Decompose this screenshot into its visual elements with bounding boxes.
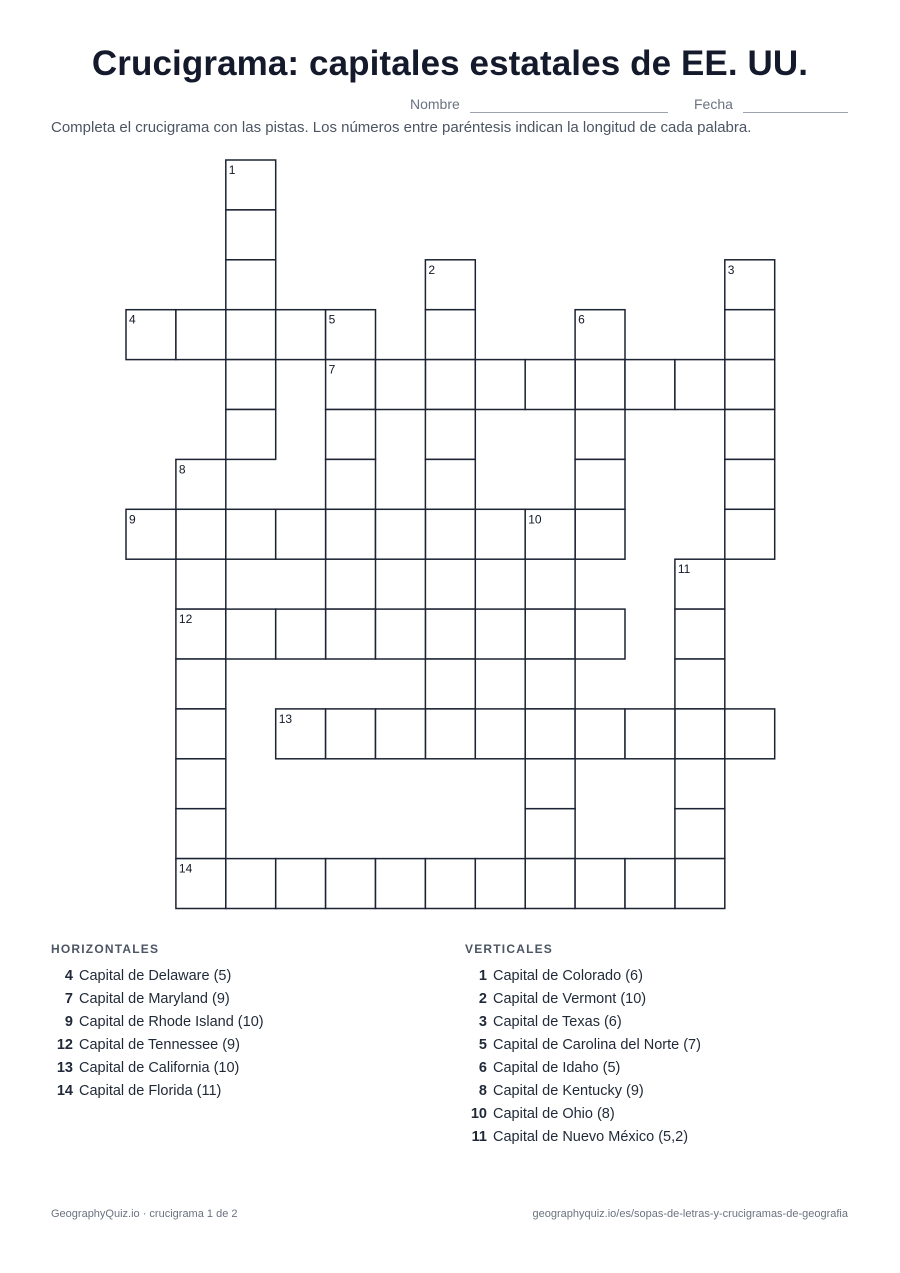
clue-text: Capital de Rhode Island (10) bbox=[79, 1013, 264, 1030]
grid-cell[interactable] bbox=[675, 709, 725, 759]
grid-cell[interactable] bbox=[525, 559, 575, 609]
name-label: Nombre bbox=[410, 96, 460, 112]
grid-cell[interactable] bbox=[276, 509, 326, 559]
across-clue bbox=[51, 1056, 264, 1079]
grid-cell[interactable] bbox=[326, 459, 376, 509]
grid-cell[interactable] bbox=[575, 410, 625, 460]
grid-cell[interactable] bbox=[226, 360, 276, 410]
grid-cell[interactable] bbox=[126, 310, 176, 360]
across-clue bbox=[51, 1079, 264, 1102]
clue-text: Capital de Ohio (8) bbox=[493, 1106, 615, 1123]
down-clue bbox=[465, 1033, 701, 1056]
grid-cell[interactable] bbox=[525, 659, 575, 709]
clue-number: 8 bbox=[478, 1083, 487, 1100]
cell-number: 9 bbox=[129, 512, 136, 527]
down-clue bbox=[465, 1126, 701, 1149]
grid-cell[interactable] bbox=[525, 809, 575, 859]
grid-cell[interactable] bbox=[525, 859, 575, 909]
grid-cell[interactable] bbox=[675, 659, 725, 709]
grid-cell[interactable] bbox=[525, 759, 575, 809]
grid-cell[interactable] bbox=[675, 809, 725, 859]
grid-cell[interactable] bbox=[575, 609, 625, 659]
clue-text: Capital de Kentucky (9) bbox=[493, 1083, 644, 1100]
grid-cell[interactable] bbox=[425, 410, 475, 460]
cell-number: 8 bbox=[178, 462, 186, 477]
grid-cell[interactable] bbox=[675, 609, 725, 659]
grid-cell[interactable] bbox=[176, 759, 226, 809]
grid-cell[interactable] bbox=[425, 509, 475, 559]
clue-number: 9 bbox=[64, 1013, 73, 1030]
across-clue bbox=[51, 1033, 264, 1056]
grid-cell[interactable] bbox=[376, 509, 426, 559]
grid-cell[interactable] bbox=[625, 709, 675, 759]
grid-cell[interactable] bbox=[176, 859, 226, 909]
grid-cell[interactable] bbox=[276, 859, 326, 909]
cell-number: 10 bbox=[528, 512, 542, 527]
grid-cell[interactable] bbox=[176, 459, 226, 509]
grid-cell[interactable] bbox=[276, 609, 326, 659]
grid-cell[interactable] bbox=[475, 859, 525, 909]
grid-cell[interactable] bbox=[176, 659, 226, 709]
clue-number: 2 bbox=[478, 990, 487, 1007]
grid-cell[interactable] bbox=[176, 310, 226, 360]
grid-cell[interactable] bbox=[376, 709, 426, 759]
cell-number: 12 bbox=[178, 612, 193, 627]
cell-number: 7 bbox=[328, 362, 336, 377]
grid-cell[interactable] bbox=[326, 509, 376, 559]
cell-number: 2 bbox=[428, 262, 436, 277]
footer-left: GeographyQuiz.io · crucigrama 1 de 2 bbox=[51, 1208, 238, 1220]
grid-cell[interactable] bbox=[425, 459, 475, 509]
footer-right: geographyquiz.io/es/sopas-de-letras-y-crucigramas-de-geografia bbox=[532, 1208, 848, 1220]
across-heading: HORIZONTALES bbox=[51, 942, 160, 956]
down-heading: VERTICALES bbox=[465, 942, 554, 956]
clue-text: Capital de Idaho (5) bbox=[493, 1059, 621, 1076]
grid-cell[interactable] bbox=[525, 360, 575, 410]
clue-text: Capital de Colorado (6) bbox=[493, 967, 643, 984]
page-title: Crucigrama: capitales estatales de EE. UU. bbox=[91, 44, 809, 83]
grid-cell[interactable] bbox=[525, 609, 575, 659]
grid-cell[interactable] bbox=[625, 859, 675, 909]
down-clue bbox=[465, 964, 701, 987]
grid-cell[interactable] bbox=[575, 459, 625, 509]
cell-number: 11 bbox=[677, 562, 691, 577]
grid-cell[interactable] bbox=[376, 360, 426, 410]
cell-number: 14 bbox=[178, 861, 193, 876]
clue-number: 7 bbox=[64, 990, 73, 1007]
grid-cell[interactable] bbox=[176, 609, 226, 659]
grid-cell[interactable] bbox=[725, 509, 775, 559]
cell-number: 3 bbox=[727, 262, 735, 277]
cell-number: 1 bbox=[228, 163, 236, 177]
grid-cell[interactable] bbox=[575, 709, 625, 759]
clue-number: 14 bbox=[56, 1083, 73, 1100]
grid-cell[interactable] bbox=[675, 559, 725, 609]
down-clue bbox=[465, 987, 701, 1010]
clue-number: 5 bbox=[478, 1036, 487, 1053]
date-label: Fecha bbox=[694, 96, 733, 112]
grid-cell[interactable] bbox=[725, 709, 775, 759]
across-clues bbox=[51, 942, 264, 1103]
grid-cell[interactable] bbox=[226, 310, 276, 360]
clue-number: 1 bbox=[478, 967, 487, 984]
across-clue bbox=[51, 987, 264, 1010]
clue-number: 11 bbox=[471, 1129, 487, 1146]
clue-text: Capital de Nuevo México (5,2) bbox=[493, 1129, 689, 1146]
grid-cell[interactable] bbox=[326, 709, 376, 759]
grid-cell[interactable] bbox=[126, 509, 176, 559]
grid-cell[interactable] bbox=[176, 809, 226, 859]
grid-cell[interactable] bbox=[725, 260, 775, 310]
clue-text: Capital de Tennessee (9) bbox=[79, 1036, 240, 1053]
grid-cell[interactable] bbox=[575, 859, 625, 909]
grid-cell[interactable] bbox=[276, 310, 326, 360]
grid-cell[interactable] bbox=[675, 859, 725, 909]
grid-cell[interactable] bbox=[176, 559, 226, 609]
grid-cell[interactable] bbox=[725, 310, 775, 360]
clue-text: Capital de Maryland (9) bbox=[79, 990, 230, 1007]
grid-cell[interactable] bbox=[725, 410, 775, 460]
cell-number: 13 bbox=[278, 711, 293, 726]
grid-cell[interactable] bbox=[176, 509, 226, 559]
clue-number: 3 bbox=[478, 1013, 487, 1030]
grid-cell[interactable] bbox=[226, 859, 276, 909]
instructions: Completa el crucigrama con las pistas. Los números entre paréntesis indican la longitud de cada palabra. bbox=[51, 119, 752, 136]
clue-number: 13 bbox=[56, 1059, 73, 1076]
grid-cell[interactable] bbox=[725, 360, 775, 410]
cell-number: 6 bbox=[578, 312, 585, 327]
grid-cell[interactable] bbox=[326, 859, 376, 909]
grid-cell[interactable] bbox=[425, 859, 475, 909]
grid-cell[interactable] bbox=[326, 559, 376, 609]
grid-cell[interactable] bbox=[226, 210, 276, 260]
grid-cell[interactable] bbox=[525, 709, 575, 759]
down-clue bbox=[465, 1056, 701, 1079]
clue-text: Capital de Vermont (10) bbox=[493, 990, 647, 1007]
grid-cell[interactable] bbox=[326, 609, 376, 659]
grid-cell[interactable] bbox=[326, 410, 376, 460]
grid-cell[interactable] bbox=[425, 559, 475, 609]
clue-number: 6 bbox=[478, 1059, 487, 1076]
grid-cell[interactable] bbox=[226, 160, 276, 210]
grid-cell[interactable] bbox=[425, 709, 475, 759]
grid-cell[interactable] bbox=[376, 609, 426, 659]
grid-cell[interactable] bbox=[226, 609, 276, 659]
across-clue bbox=[51, 964, 264, 987]
grid-cell[interactable] bbox=[376, 859, 426, 909]
grid-cell[interactable] bbox=[425, 260, 475, 310]
cell-number: 4 bbox=[129, 312, 136, 327]
down-clue bbox=[465, 1079, 701, 1102]
grid-cell[interactable] bbox=[226, 410, 276, 460]
grid-cell[interactable] bbox=[725, 459, 775, 509]
clue-text: Capital de California (10) bbox=[79, 1059, 240, 1076]
clue-text: Capital de Florida (11) bbox=[79, 1083, 222, 1100]
down-clue bbox=[465, 1103, 701, 1126]
grid-cell[interactable] bbox=[276, 709, 326, 759]
down-clues bbox=[465, 942, 701, 1149]
grid-cell[interactable] bbox=[475, 509, 525, 559]
clue-text: Capital de Delaware (5) bbox=[79, 967, 232, 984]
grid-cell[interactable] bbox=[475, 609, 525, 659]
grid-cell[interactable] bbox=[326, 310, 376, 360]
clue-text: Capital de Carolina del Norte (7) bbox=[493, 1036, 701, 1053]
down-clue bbox=[465, 1010, 701, 1033]
grid-cell[interactable] bbox=[675, 759, 725, 809]
grid-cell[interactable] bbox=[425, 310, 475, 360]
clue-number: 4 bbox=[64, 967, 73, 984]
cell-number: 5 bbox=[328, 312, 336, 327]
grid-cell[interactable] bbox=[525, 509, 575, 559]
grid-cell[interactable] bbox=[425, 360, 475, 410]
grid-cell[interactable] bbox=[425, 659, 475, 709]
grid-cell[interactable] bbox=[326, 360, 376, 410]
clue-text: Capital de Texas (6) bbox=[493, 1013, 622, 1030]
grid-cell[interactable] bbox=[675, 360, 725, 410]
clue-number: 12 bbox=[56, 1036, 73, 1053]
grid-cell[interactable] bbox=[575, 509, 625, 559]
grid-cell[interactable] bbox=[425, 609, 475, 659]
grid-cell[interactable] bbox=[625, 360, 675, 410]
grid-cell[interactable] bbox=[575, 360, 625, 410]
clue-number: 10 bbox=[470, 1106, 487, 1123]
grid-cell[interactable] bbox=[226, 509, 276, 559]
grid-cell[interactable] bbox=[575, 310, 625, 360]
grid-cell[interactable] bbox=[475, 360, 525, 410]
grid-cell[interactable] bbox=[475, 709, 525, 759]
grid-cell[interactable] bbox=[226, 260, 276, 310]
grid-cell[interactable] bbox=[176, 709, 226, 759]
across-clue bbox=[51, 1010, 264, 1033]
